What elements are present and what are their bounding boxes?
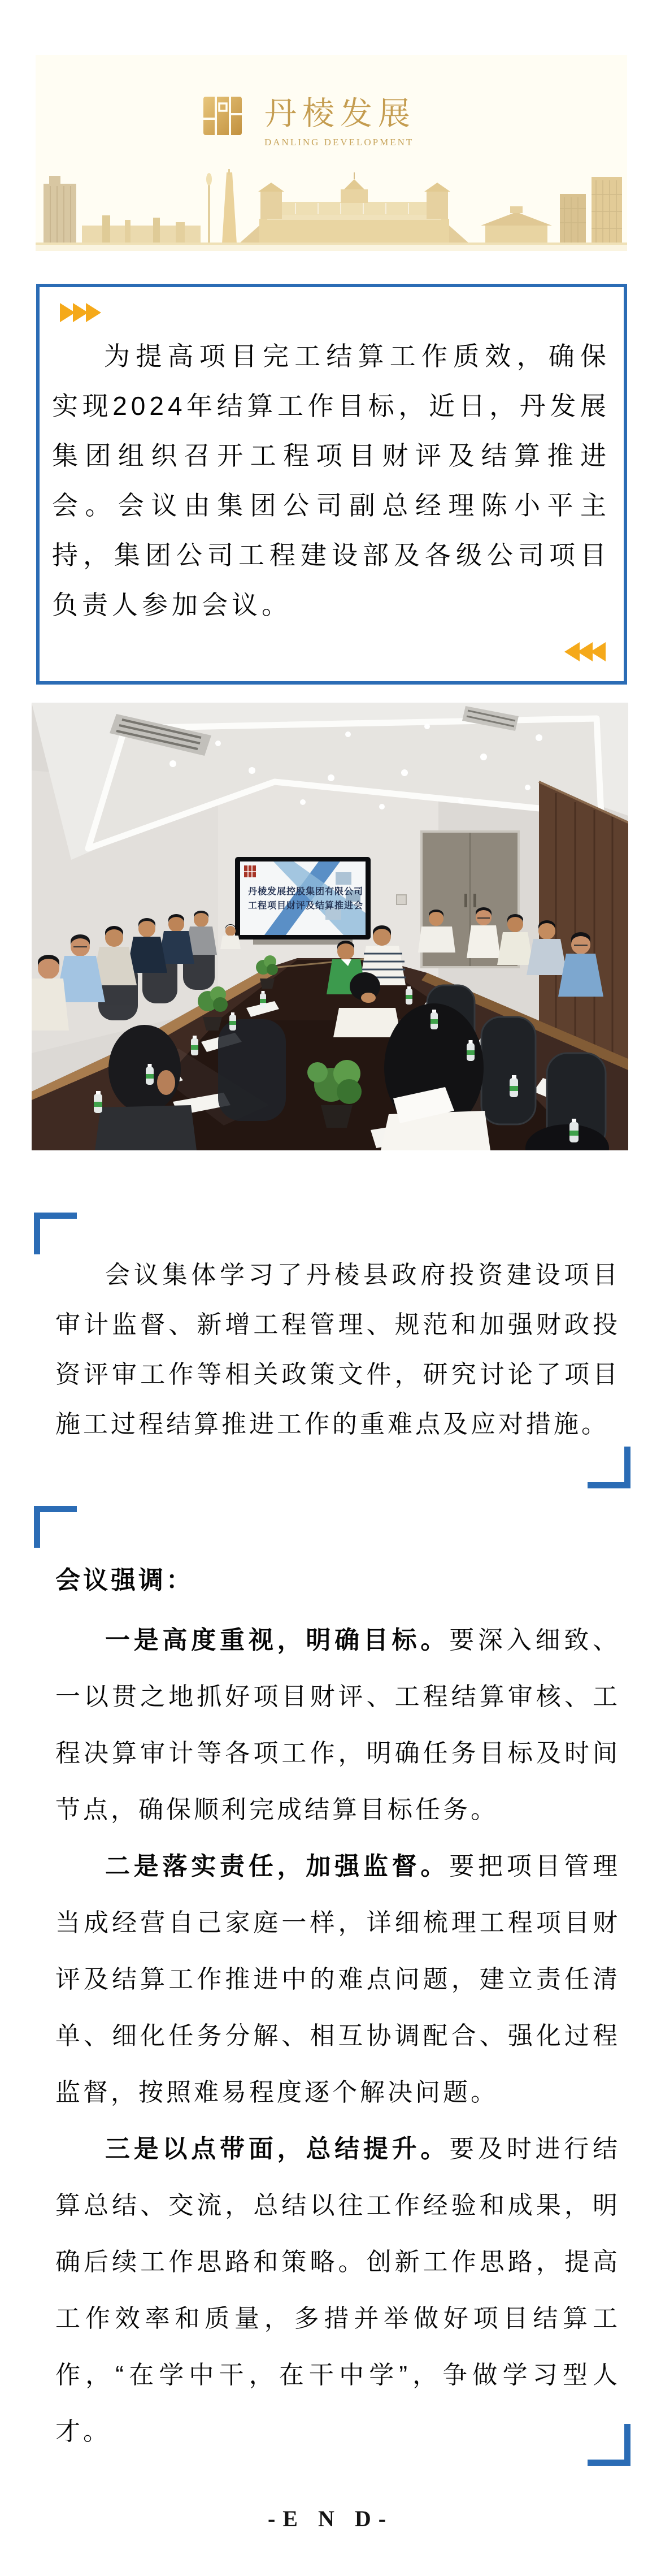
- point-lead: 三是以点带面，总结提升。: [105, 2135, 450, 2163]
- meeting-photo: [32, 703, 628, 1150]
- skyline-graphic: [36, 169, 627, 251]
- section-heading: 会议强调：: [55, 1566, 194, 1594]
- brand-logo-icon: [203, 97, 242, 135]
- header-banner: [36, 55, 627, 251]
- end-marker: -E N D-: [267, 2506, 394, 2531]
- intro-text: 为提高项目完工结算工作质效，确保实现2024年结算工作目标，近日，丹发展集团组织召开工程项目财评及结算推进会。会议由集团公司副总经理陈小平主持，集团公司工程建设部及各级公司项目负责人参加会议。: [52, 341, 610, 620]
- point-lead: 二是落实责任，加强监督。: [105, 1852, 450, 1880]
- point-paragraph-2: [55, 1838, 620, 2121]
- corner-bracket-bottom-right-1: [588, 1447, 630, 1488]
- slide-title-line1: 丹棱发展控股集团有限公司: [248, 887, 364, 897]
- article-paragraph-1: 会议集体学习了丹棱县政府投资建设项目审计监督、新增工程管理、规范和加强财政投资评审工作等相关政策文件，研究讨论了项目施工过程结算推进工作的重难点及应对措施。: [55, 1261, 620, 1438]
- meeting-photo-graphic: [32, 703, 628, 1150]
- triple-arrow-right-icon: [60, 303, 99, 325]
- brand-lockup: [203, 97, 416, 148]
- intro-box: [36, 284, 627, 685]
- point-rest: 要及时进行结算总结、交流，总结以往工作经验和成果，明确后续工作思路和策略。创新工作思路，提高工作效率和质量，多措并举做好项目结算工作，“在学中干，在干中学”，争做学习型人才。: [55, 2135, 621, 2445]
- slide-title-line2: 工程项目财评及结算推进会: [248, 901, 364, 911]
- triple-arrow-left-icon: [567, 642, 606, 664]
- brand-subtitle: DANLING DEVELOPMENT: [264, 137, 414, 148]
- point-rest: 要深入细致、一以贯之地抓好项目财评、工程结算审核、工程决算审计等各项工作，明确任务目标及时间节点，确保顺利完成结算目标任务。: [55, 1626, 621, 1824]
- point-rest: 要把项目管理当成经营自己家庭一样，详细梳理工程项目财评及结算工作推进中的难点问题，建立责任清单、细化任务分解、相互协调配合、强化过程监督，按照难易程度逐个解决问题。: [55, 1852, 621, 2106]
- corner-bracket-top-left-2: [34, 1506, 77, 1548]
- brand-title: 丹棱发展: [264, 96, 416, 132]
- point-paragraph-3: [55, 2121, 620, 2460]
- point-paragraph-1: [55, 1612, 620, 1838]
- corner-bracket-bottom-right-2: [588, 2424, 630, 2466]
- point-lead: 一是高度重视，明确目标。: [105, 1626, 450, 1654]
- corner-bracket-top-left-1: [34, 1213, 77, 1254]
